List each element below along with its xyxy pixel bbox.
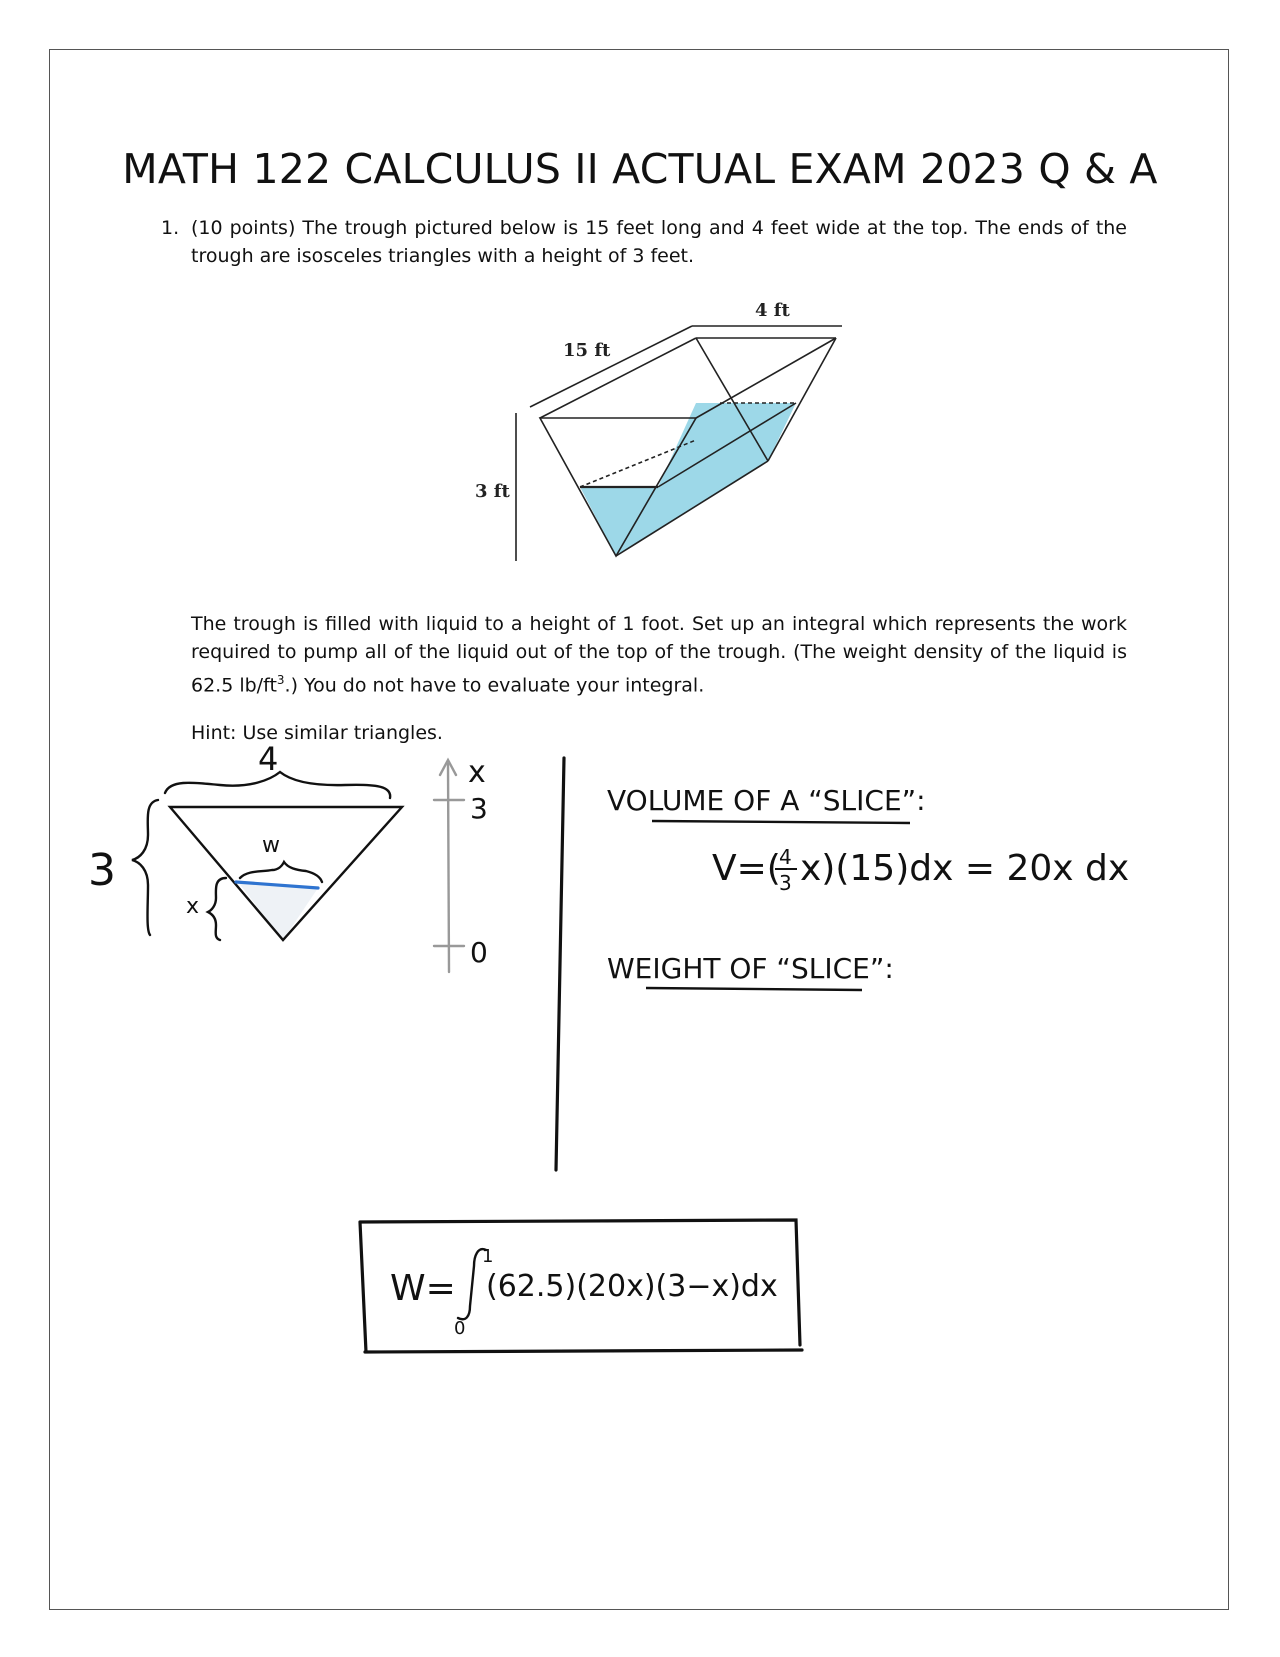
integral-lower-limit: 0 [454, 1318, 466, 1339]
weight-underline [646, 988, 862, 990]
volume-underline [652, 821, 910, 823]
question-intro: (10 points) The trough pictured below is 15 feet long and 4 feet wide at the top. The ends of the trough are isosceles triangles with a height of 3 feet. [191, 217, 1127, 267]
fraction-denominator: 3 [779, 871, 792, 895]
liquid-slice-fill [238, 882, 318, 940]
trough-figure [475, 300, 842, 561]
weight-heading: WEIGHT OF “SLICE”: [607, 952, 894, 985]
triangle-height-label: 3 [88, 845, 116, 896]
back-right-edge [768, 338, 836, 461]
question-body-text: The trough is filled with liquid to a height of 1 foot. Set up an integral which represents the work required to pump all of the liquid out of the top of the trough. (The weight density of the liquid is 62.5 lb/ft [191, 613, 1127, 697]
vertical-divider [556, 758, 564, 1170]
w-brace [240, 862, 322, 882]
work-integrand: (62.5)(20x)(3−x)dx [486, 1269, 778, 1304]
length-label: 15 ft [563, 340, 611, 361]
question-body-end: .) You do not have to evaluate your integral. [284, 674, 705, 697]
axis-variable-label: x [468, 755, 486, 790]
superscript: 3 [276, 673, 285, 687]
liquid-fill [580, 403, 796, 556]
volume-eq-lhs: V=( [712, 848, 781, 889]
slice-width-label: w [262, 833, 280, 858]
x-brace [208, 878, 226, 940]
work-answer-box [360, 1220, 802, 1352]
axis-bottom-label: 0 [470, 936, 488, 969]
question-number: 1. [161, 217, 180, 239]
slice-height-label: x [186, 894, 200, 919]
fraction-numerator: 4 [779, 845, 792, 869]
hint-text: Hint: Use similar triangles. [191, 722, 443, 744]
left-brace [132, 800, 158, 935]
volume-heading: VOLUME OF A “SLICE”: [607, 784, 926, 817]
weight-section [607, 952, 894, 990]
volume-section [607, 784, 1129, 895]
volume-eq-rhs: x)(15)dx = 20x dx [800, 848, 1130, 889]
page-title: MATH 122 CALCULUS II ACTUAL EXAM 2023 Q & A [122, 145, 1158, 193]
length-dim-line [530, 326, 692, 407]
x-axis-sketch [434, 755, 488, 972]
work-lhs: W= [390, 1268, 456, 1309]
axis-top-label: 3 [470, 792, 488, 825]
cross-section-sketch [88, 740, 402, 940]
width-label: 4 ft [755, 300, 790, 321]
axis-line [448, 764, 449, 972]
top-width-label: 4 [258, 740, 279, 778]
height-label: 3 ft [475, 481, 510, 502]
integral-upper-limit: 1 [482, 1246, 494, 1267]
